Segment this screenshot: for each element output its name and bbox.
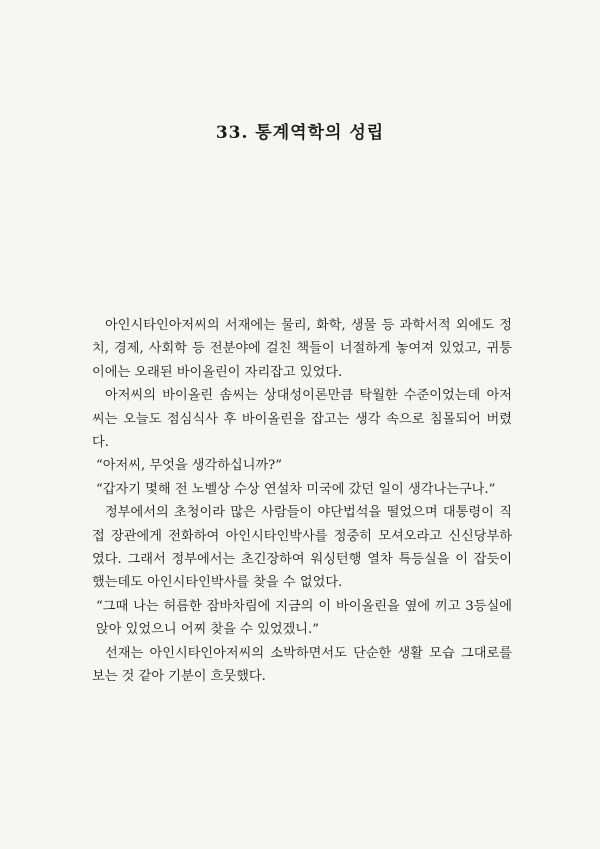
paragraph: 아저씨의 바이올린 솜씨는 상대성이론만큼 탁월한 수준이었는데 아저씨는 오늘도 점심식사 후 바이올린을 잡고는 생각 속으로 침몰되어 버렸다. bbox=[92, 388, 512, 451]
chapter-body bbox=[92, 314, 512, 689]
paragraph: 정부에서의 초청이라 많은 사람들이 야단법석을 떨었으며 대통령이 직접 장관에게 전화하여 아인시타인박사를 정중히 모셔오라고 신신당부하였다. 그래서 정부에서는 초긴장하여 워싱턴행 열차 특등실을 이 잡듯이 했는데도 아인시타인박사를 찾을 수 없었다. bbox=[92, 505, 512, 591]
dialogue-line: “갑자기 몇해 전 노벨상 수상 연설차 미국에 갔던 일이 생각나는구나.” bbox=[96, 481, 496, 497]
paragraph: 아인시타인아저씨의 서재에는 물리, 화학, 생물 등 과학서적 외에도 정치, 경제, 사회학 등 전분야에 걸친 책들이 너절하게 놓여져 있었고, 귀퉁이에는 오래된 바이올린이 자리잡고 있었다. bbox=[92, 318, 512, 380]
dialogue-line: “그때 나는 허름한 잠바차림에 지금의 이 바이올린을 옆에 끼고 3등실에 앉아 있었으니 어찌 찾을 수 있었겠니.” bbox=[96, 598, 512, 638]
paragraph: 선재는 아인시타인아저씨의 소박하면서도 단순한 생활 모습 그대로를 보는 것 같아 기분이 흐뭇했다. bbox=[92, 645, 512, 685]
dialogue-line: “아저씨, 무엇을 생각하십니까?” bbox=[96, 458, 282, 474]
chapter-title: 33. 통계역학의 성립 bbox=[215, 123, 385, 143]
